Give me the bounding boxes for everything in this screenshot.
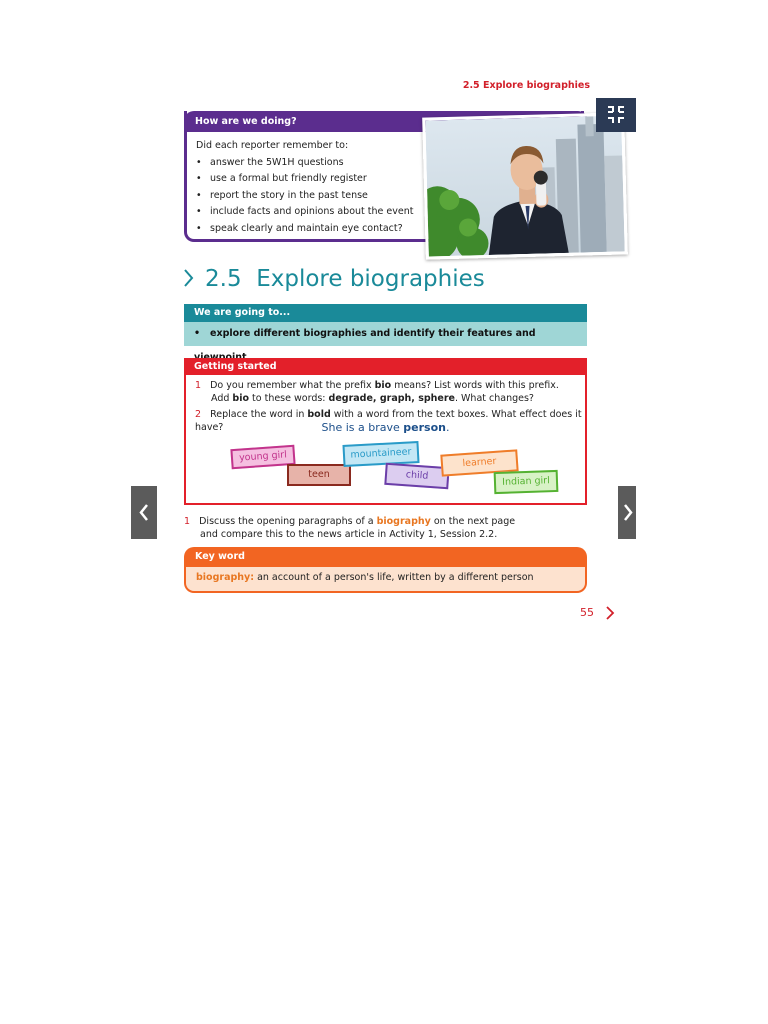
sentence-text: She is a brave [321,421,404,434]
question-1-line-2 [211,392,581,405]
chevron-right-icon [618,486,636,539]
word-tag-indian-girl: Indian girl [494,470,559,494]
section-number: 2.5 [205,266,242,292]
activity-number: 1 [184,516,191,527]
question-emphasis: bold [307,409,331,420]
question-emphasis: bio [374,380,392,391]
word-tag-child: child [384,463,449,489]
activity-line-1 [184,515,574,528]
chevron-left-icon [131,486,157,539]
question-number: 2 [195,409,202,420]
question-words: degrade, graph, sphere [328,393,455,404]
checklist-item: • use a formal but friendly register [196,171,426,188]
we-are-going-to-item: explore different biographies and identify their features and [210,328,536,339]
page-next-chevron-icon[interactable] [604,604,616,622]
section-title [205,266,485,292]
sentence-text: . [445,421,450,434]
question-text: to these words: [249,393,329,404]
activity-text: Discuss the opening paragraphs of a [199,516,377,527]
checklist-item: • answer the 5W1H questions [196,155,426,172]
question-emphasis: bio [232,393,250,404]
section-chevron-icon [181,266,197,290]
activity-1 [184,515,574,541]
collapse-button[interactable] [596,98,636,132]
checklist-item: • include facts and opinions about the event [196,204,426,221]
word-tag-teen: teen [287,464,351,486]
question-number: 1 [195,380,202,391]
example-sentence [184,421,587,434]
question-text: Replace the word in [210,409,308,420]
question-text: Do you remember what the prefix [210,380,375,391]
reporter-illustration [425,115,624,256]
section-title-text: Explore biographies [256,266,485,292]
word-tag-learner: learner [440,449,518,476]
key-word-title: Key word [184,547,587,567]
activity-keyword: biography [376,516,431,527]
checklist-item: • report the story in the past tense [196,188,426,205]
page-number: 55 [580,606,594,619]
question-text: . What changes? [455,393,534,404]
checklist-item: • speak clearly and maintain eye contact? [196,221,426,238]
activity-text: on the next page [430,516,516,527]
how-are-we-doing-intro: Did each reporter remember to: [196,140,349,151]
word-tag-young-girl: young girl [230,445,295,469]
we-are-going-to-body: • explore different biographies and identify their features and [184,322,587,346]
reporter-photo [422,112,628,259]
collapse-icon [596,98,636,132]
activity-line-2: and compare this to the news article in Activity 1, Session 2.2. [200,529,498,540]
word-tag-mountaineer: mountaineer [342,441,419,467]
question-text: means? List words with this prefix. [391,380,559,391]
checklist [196,155,426,238]
previous-page-button[interactable] [131,486,157,539]
question-1 [195,379,580,392]
key-word-term: biography: [196,572,255,583]
question-text: Add [211,393,233,404]
how-are-we-doing-title: How are we doing? [184,111,588,132]
key-word-definition: an account of a person's life, written by a different person [254,572,534,583]
sentence-word: person [403,421,446,434]
we-are-going-to-title: We are going to... [184,304,587,322]
getting-started-title: Getting started [184,358,587,375]
running-head: 2.5 Explore biographies [462,80,590,91]
question-text: with a word from the text boxes. What effect does it have? [195,409,582,433]
next-page-button[interactable] [618,486,636,539]
key-word-body [184,567,587,593]
how-are-we-doing-body [196,138,426,237]
